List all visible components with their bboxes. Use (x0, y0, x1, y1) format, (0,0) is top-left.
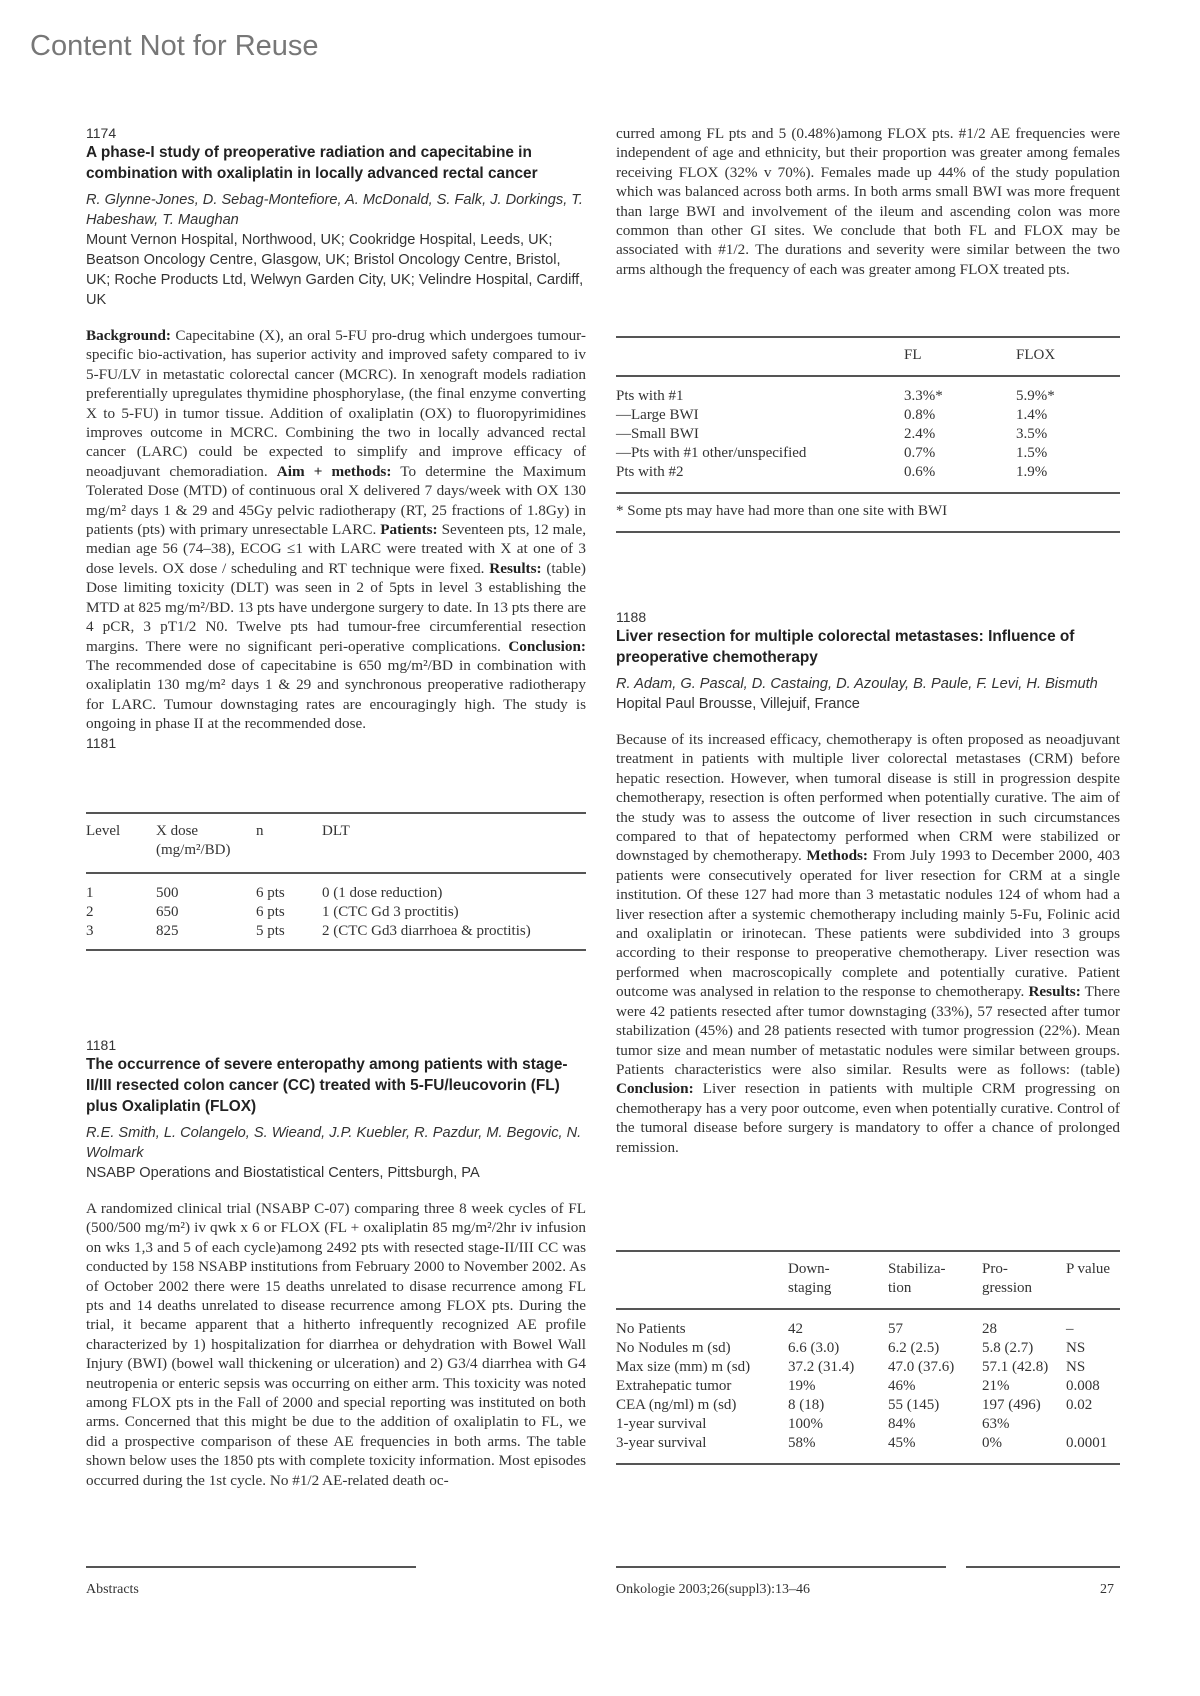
table-1181 (616, 336, 1120, 534)
cell: 3 (86, 923, 94, 939)
background-text: Capecitabine (X), an oral 5-FU pro-drug which undergoes tumour-specific bio-activation, has superior activity and improved safety compared to iv 5-FU/LV in metastatic colorectal cancer (MCRC). In xenograft models radiation preferentially upregulates thymidine phosphorylase, (the final enzyme converting X to 5-FU) in tumor tissue. Addition of oxaliplatin (OX) to fluoropyrimidines improves outcome in MCRC. Combining the two in locally advanced rectal cancer (LARC) could be expected to simplify and improve efficacy of neoadjuvant chemoradiation. (86, 327, 586, 480)
cell: 6 pts (256, 904, 285, 920)
footer-rule-right (966, 1566, 1120, 1568)
section-label-methods: Aim + methods: (276, 462, 392, 480)
cell: 5.9%* (1016, 388, 1055, 404)
cell: 57 (888, 1321, 903, 1337)
col-header-flox: FLOX (1016, 347, 1056, 363)
section-label-results: Results: (489, 559, 542, 577)
cell: NS (1066, 1359, 1086, 1375)
section-label-methods: Methods: (806, 847, 868, 865)
cell: 1 (86, 885, 94, 901)
cell: Max size (mm) m (sd) (616, 1359, 751, 1375)
footer-rule-left (86, 1566, 416, 1568)
cell: 21% (982, 1378, 1010, 1394)
cell: 1.5% (1016, 445, 1048, 461)
cell: 2 (86, 904, 94, 920)
table-row (86, 903, 586, 922)
cell: 42 (788, 1321, 803, 1337)
cell: 5 pts (256, 923, 285, 939)
abstract-authors: R.E. Smith, L. Colangelo, S. Wieand, J.P. Kuebler, R. Pazdur, M. Begovic, N. Wolmark (86, 1125, 582, 1161)
cell: Pts with #1 (616, 388, 684, 404)
table-header-row (86, 822, 586, 860)
col-header-dlt: DLT (322, 823, 350, 839)
section-label-conclusion: Conclusion: (616, 1080, 694, 1098)
cell: 63% (982, 1416, 1010, 1432)
cell: 28 (982, 1321, 997, 1337)
col-header-stabilization: Stabiliza- tion (888, 1261, 946, 1296)
abstract-authors: R. Glynne-Jones, D. Sebag-Montefiore, A. McDonald, S. Falk, J. Dorkings, T. Habeshaw, T. Maughan (86, 192, 583, 228)
abstract-body (616, 730, 1120, 1157)
abstract-number: 1174 (86, 125, 117, 141)
intro-text: Because of its increased efficacy, chemotherapy is often proposed as neoadjuvant treatment in patients with multiple liver colorectal metastases (CRM) before hepatic resection. However, when tumoral disease is still in progression despite chemotherapy, resection is often performed when potentially curative. The aim of the study was to assess the outcome of liver resection in such circumstances compared to that of hepatectomy performed when CRM were stabilized or downstaged by chemotherapy. (616, 731, 1120, 865)
cell: —Large BWI (616, 407, 699, 423)
col-header-progression: Pro- gression (982, 1261, 1032, 1296)
table-row (616, 1396, 1120, 1415)
conclusion-text: The recommended dose of capecitabine is 650 mg/m²/BD in combination with oxaliplatin 130 mg/m² days 1 & 29 and synchronous preoperative radiotherapy for LARC. Tumour downstaging rates are encouragingly high. The study is ongoing in phase II at the recommended dose. (86, 656, 586, 733)
cell: 46% (888, 1378, 916, 1394)
table-row (86, 922, 586, 941)
abstract-body-left: A randomized clinical trial (NSABP C-07) comparing three 8 week cycles of FL (500/500 mg/m²) iv qwk x 6 or FLOX (FL + oxaliplatin 85 mg/m²/2hr iv infusion on wks 1,3 and 5 of each cycle)among 2492 pts with resected stage-II/III CC was conducted by 158 NSABP institutions from February 2000 to November 2002. As of October 2002 there were 15 deaths unrelated to disase recurrence among FL pts and 14 deaths unrelated to disease recurrence among FLOX pts. During the trial, it became apparent that a hitherto infrequently recognized AE profile characterized by 1) hospitalization for diarrhea or dehydration with Bowel Wall Injury (BWI) (bowel wall thickening or ulceration) and 2) G3/4 diarrhea with G4 neutropenia or enteric sepsis was occurring on either arm. This toxicity was noted among FLOX pts in the Fall of 2000 and special reporting was instituted on both arms. Concerned that this might be due to the addition of oxaliplatin to FL, we did a prospective comparison of these AE frequencies in both arms. The table shown below uses the 1850 pts with complete toxicity information. Most episodes occurred during the 1st cycle. No #1/2 AE-related death oc- (86, 1200, 586, 1489)
abstract-affiliation: NSABP Operations and Biostatistical Centers, Pittsburgh, PA (86, 1165, 480, 1181)
dose-level-table (86, 812, 586, 952)
cell: No Nodules m (sd) (616, 1340, 731, 1356)
cell: 55 (145) (888, 1397, 940, 1413)
cell: 100% (788, 1416, 823, 1432)
conclusion-text: Liver resection in patients with multiple CRM progressing on chemotherapy has a very poor outcome, even when potentially curative. Control of the tumoral disease before surgery is mandatory to offer a chance of prolonged remission. (616, 1080, 1120, 1156)
patients-text: Seventeen pts, 12 male, median age 56 (74–38), ECOG ≤1 with LARC were treated with X at one of 3 dose levels. OX dose / scheduling and RT technique were fixed. (86, 521, 586, 577)
watermark: Content Not for Reuse (30, 30, 319, 62)
table-1174 (86, 812, 586, 952)
abstract-number: 1181 (86, 1037, 117, 1053)
cell: NS (1066, 1340, 1086, 1356)
footer-rule-center (616, 1566, 946, 1568)
cell: 650 (156, 904, 179, 920)
abstract-authors: R. Adam, G. Pascal, D. Castaing, D. Azoulay, B. Paule, F. Levi, H. Bismuth (616, 676, 1098, 692)
table-header-row (616, 1260, 1120, 1298)
cell: 1 (CTC Gd 3 proctitis) (322, 904, 459, 920)
cell: —Small BWI (616, 426, 699, 442)
cell: 3.5% (1016, 426, 1048, 442)
section-label-background: Background: (86, 327, 171, 344)
table-1188 (616, 1250, 1120, 1466)
col-header-downstaging: Down- staging (788, 1261, 832, 1296)
col-header-blank (616, 1260, 788, 1298)
trailing-abstract-number: 1181 (86, 734, 117, 751)
table-row (616, 1434, 1120, 1453)
cell: 1.9% (1016, 464, 1048, 480)
liver-resection-table (616, 1250, 1120, 1466)
cell: – (1066, 1321, 1074, 1337)
cell: Pts with #2 (616, 464, 684, 480)
results-text: There were 42 patients resected after tumor downstaging (33%), 57 resected after tumor stabilization (45%) and 28 patients resected with tumor progression (22%). Mean tumor size and mean number of metastatic nodules were similar between groups. Patients characteristics were also similar. Results were as follows: (table) (616, 983, 1121, 1078)
abstract-affiliation: Hopital Paul Brousse, Villejuif, France (616, 696, 860, 712)
table-row (616, 1415, 1120, 1434)
cell: 0% (982, 1435, 1002, 1451)
abstract-1181-continued (616, 124, 1120, 279)
cell: 2.4% (904, 426, 936, 442)
abstract-title: Liver resection for multiple colorectal metastases: Influence of preoperative chemotherapy (616, 628, 1075, 666)
cell: 0.6% (904, 464, 936, 480)
abstract-body-right: curred among FL pts and 5 (0.48%)among FLOX pts. #1/2 AE frequencies were independent of age and ethnicity, but their proportion was greater among females receiving FLOX (32% v 70%). Females made up 44% of the study population which was balanced across both arms. In both arms small BWI was more frequent than large BWI and involvement of the ileum and ascending colon was more common than other GI sites. We conclude that both FL and FLOX may be associated with #1/2. The durations and severity were similar between the two arms although the frequency of each was greater among FLOX treated pts. (616, 125, 1120, 278)
col-header-n: n (256, 823, 264, 839)
cell: CEA (ng/ml) m (sd) (616, 1397, 737, 1413)
table-row (616, 1377, 1120, 1396)
cell: 8 (18) (788, 1397, 825, 1413)
cell: 45% (888, 1435, 916, 1451)
abstract-1174 (86, 124, 586, 752)
table-header-row (616, 346, 1120, 365)
cell: 6.2 (2.5) (888, 1340, 940, 1356)
cell: 5.8 (2.7) (982, 1340, 1034, 1356)
cell: 0.02 (1066, 1397, 1093, 1413)
cell: 2 (CTC Gd3 diarrhoea & proctitis) (322, 923, 531, 939)
table-body (616, 1320, 1120, 1453)
abstract-body (86, 326, 586, 734)
results-text: (table) Dose limiting toxicity (DLT) was seen in 2 of 5pts in level 3 establishing the MTD at 825 mg/m²/BD. 13 pts have undergone surgery to date. In 13 pts there are 4 pCR, 3 pT1/2 N0. Twelve pts had tumour-free circumferential resection margins. There were no significant peri-operative complications. (86, 559, 586, 655)
col-header-level: Level (86, 823, 121, 839)
table-row (616, 387, 1120, 406)
table-footnote: * Some pts may have had more than one site with BWI (616, 503, 948, 519)
footer-journal-citation: Onkologie 2003;26(suppl3):13–46 (616, 1582, 811, 1597)
cell: 3-year survival (616, 1435, 707, 1451)
section-label-patients: Patients: (380, 521, 438, 539)
cell: 37.2 (31.4) (788, 1359, 855, 1375)
table-row (616, 406, 1120, 425)
cell: 3.3%* (904, 388, 943, 404)
cell: 1-year survival (616, 1416, 707, 1432)
methods-text: To determine the Maximum Tolerated Dose (MTD) of continuous oral X delivered 7 days/week with OX 130 mg/m² days 1 & 29 and 45Gy pelvic radiotherapy (RT, 25 fractions of 1.8Gy) in patients (pts) with primary unresectable LARC. (86, 462, 587, 539)
table-footnote-row (616, 502, 1120, 521)
footer-section-label: Abstracts (86, 1582, 139, 1597)
cell: 84% (888, 1416, 916, 1432)
col-header-fl: FL (904, 347, 922, 363)
table-row (616, 463, 1120, 482)
cell: —Pts with #1 other/unspecified (616, 445, 807, 461)
cell: 6 pts (256, 885, 285, 901)
cell: 0 (1 dose reduction) (322, 885, 443, 901)
cell (1066, 1415, 1120, 1434)
cell: 1.4% (1016, 407, 1048, 423)
cell: 0.8% (904, 407, 936, 423)
cell: Extrahepatic tumor (616, 1378, 732, 1394)
cell: 197 (496) (982, 1397, 1041, 1413)
cell: 47.0 (37.6) (888, 1359, 955, 1375)
section-label-conclusion: Conclusion: (508, 637, 586, 655)
cell: 19% (788, 1378, 816, 1394)
footer-page-number: 27 (1100, 1582, 1114, 1597)
table-row (616, 444, 1120, 463)
abstract-title: The occurrence of severe enteropathy among patients with stage-II/III resected colon cancer (CC) treated with 5-FU/leucovorin (FL) plus Oxaliplatin (FLOX) (86, 1056, 568, 1115)
section-label-results: Results: (1028, 983, 1081, 1001)
table-row (616, 1339, 1120, 1358)
cell: No Patients (616, 1321, 686, 1337)
cell: 6.6 (3.0) (788, 1340, 840, 1356)
methods-text: From July 1993 to December 2000, 403 patients were consecutively operated for liver resection for CRM at a single institution. Of these 127 had more than 3 metastatic nodules 124 of whom had a liver resection after a systemic chemotherapy including mainly 5-Fu, Folinic acid and oxaliplatin or irinotecan. These patients were subdivided into 3 groups according to their response to preoperative chemotherapy. Liver resection was performed when macroscopically complete and potentially curative. Patient outcome was analysed in relation to the response to chemotherapy. (616, 847, 1120, 1001)
abstract-affiliation: Mount Vernon Hospital, Northwood, UK; Cookridge Hospital, Leeds, UK; Beatson Oncology Centre, Glasgow, UK; Bristol Oncology Centre, Bristol, UK; Roche Products Ltd, Welwyn Garden City, UK; Velindre Hospital, Cardiff, UK (86, 232, 584, 308)
col-header-p-value: P value (1066, 1261, 1111, 1277)
table-row (616, 425, 1120, 444)
table-row (616, 1358, 1120, 1377)
table-row (86, 884, 586, 903)
table-row (616, 1320, 1120, 1339)
cell: 0.0001 (1066, 1435, 1108, 1451)
abstract-1188 (616, 608, 1120, 1157)
abstract-number: 1188 (616, 609, 647, 625)
col-header-blank (616, 346, 904, 365)
cell: 57.1 (42.8) (982, 1359, 1049, 1375)
cell: 0.7% (904, 445, 936, 461)
cell: 0.008 (1066, 1378, 1100, 1394)
col-header-x-dose: X dose (mg/m²/BD) (156, 823, 231, 858)
abstract-title: A phase-I study of preoperative radiation and capecitabine in combination with oxaliplatin in locally advanced rectal cancer (86, 144, 538, 182)
cell: 500 (156, 885, 179, 901)
bwi-table (616, 336, 1120, 534)
cell: 825 (156, 923, 179, 939)
abstract-1181 (86, 1036, 586, 1490)
cell: 58% (788, 1435, 816, 1451)
